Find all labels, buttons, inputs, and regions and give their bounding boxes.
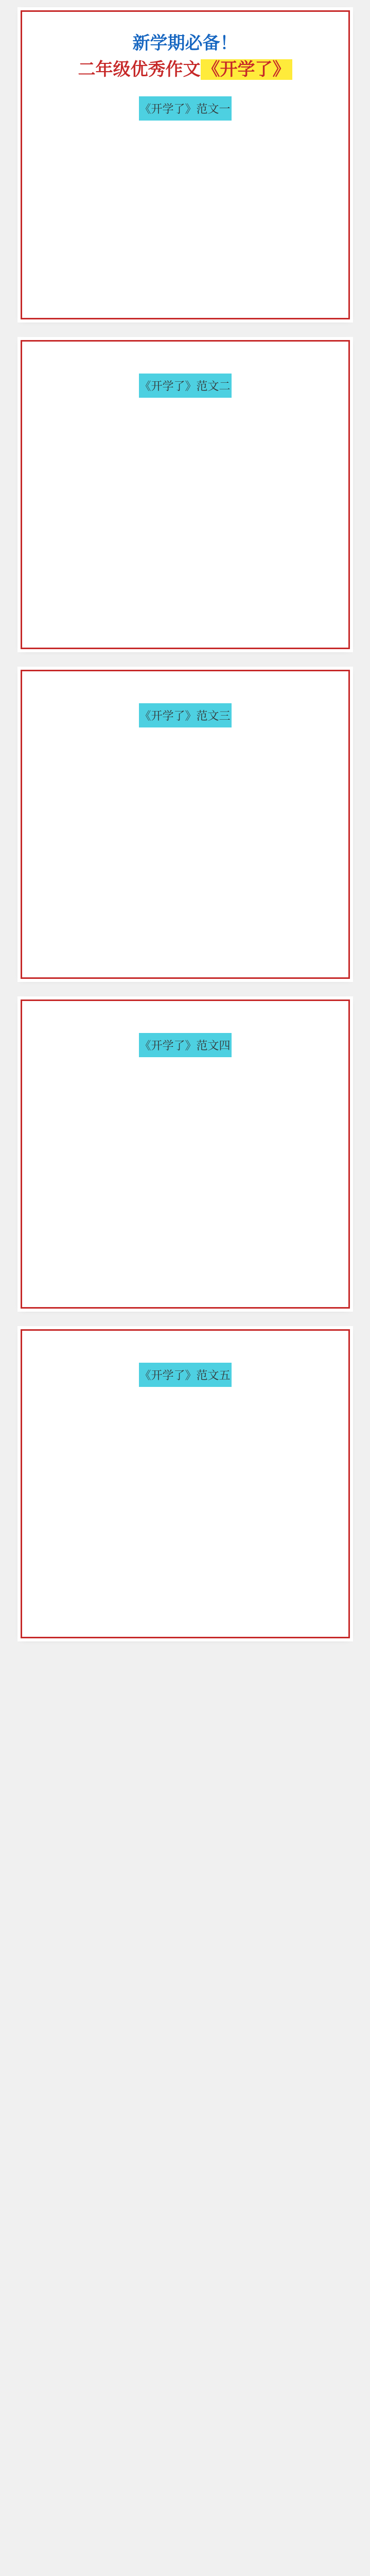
card-5 [21,1329,350,1638]
card-4 [21,999,350,1309]
essay-label-2: 《开学了》范文二 [139,374,232,398]
page-title-line1: 新学期必备！ [132,33,238,54]
essay-label-3: 《开学了》范文三 [139,703,232,727]
essay-label-5: 《开学了》范文五 [139,1363,232,1387]
card-2 [21,340,350,649]
essay-label-4: 《开学了》范文四 [139,1033,232,1057]
title-prefix: 二年级优秀作文 [78,59,201,80]
card-3 [21,670,350,979]
essay-label-1: 《开学了》范文一 [139,96,232,121]
card-1 [21,10,350,319]
page-title-line2 [45,57,326,83]
title-highlight: 《开学了》 [201,59,292,80]
